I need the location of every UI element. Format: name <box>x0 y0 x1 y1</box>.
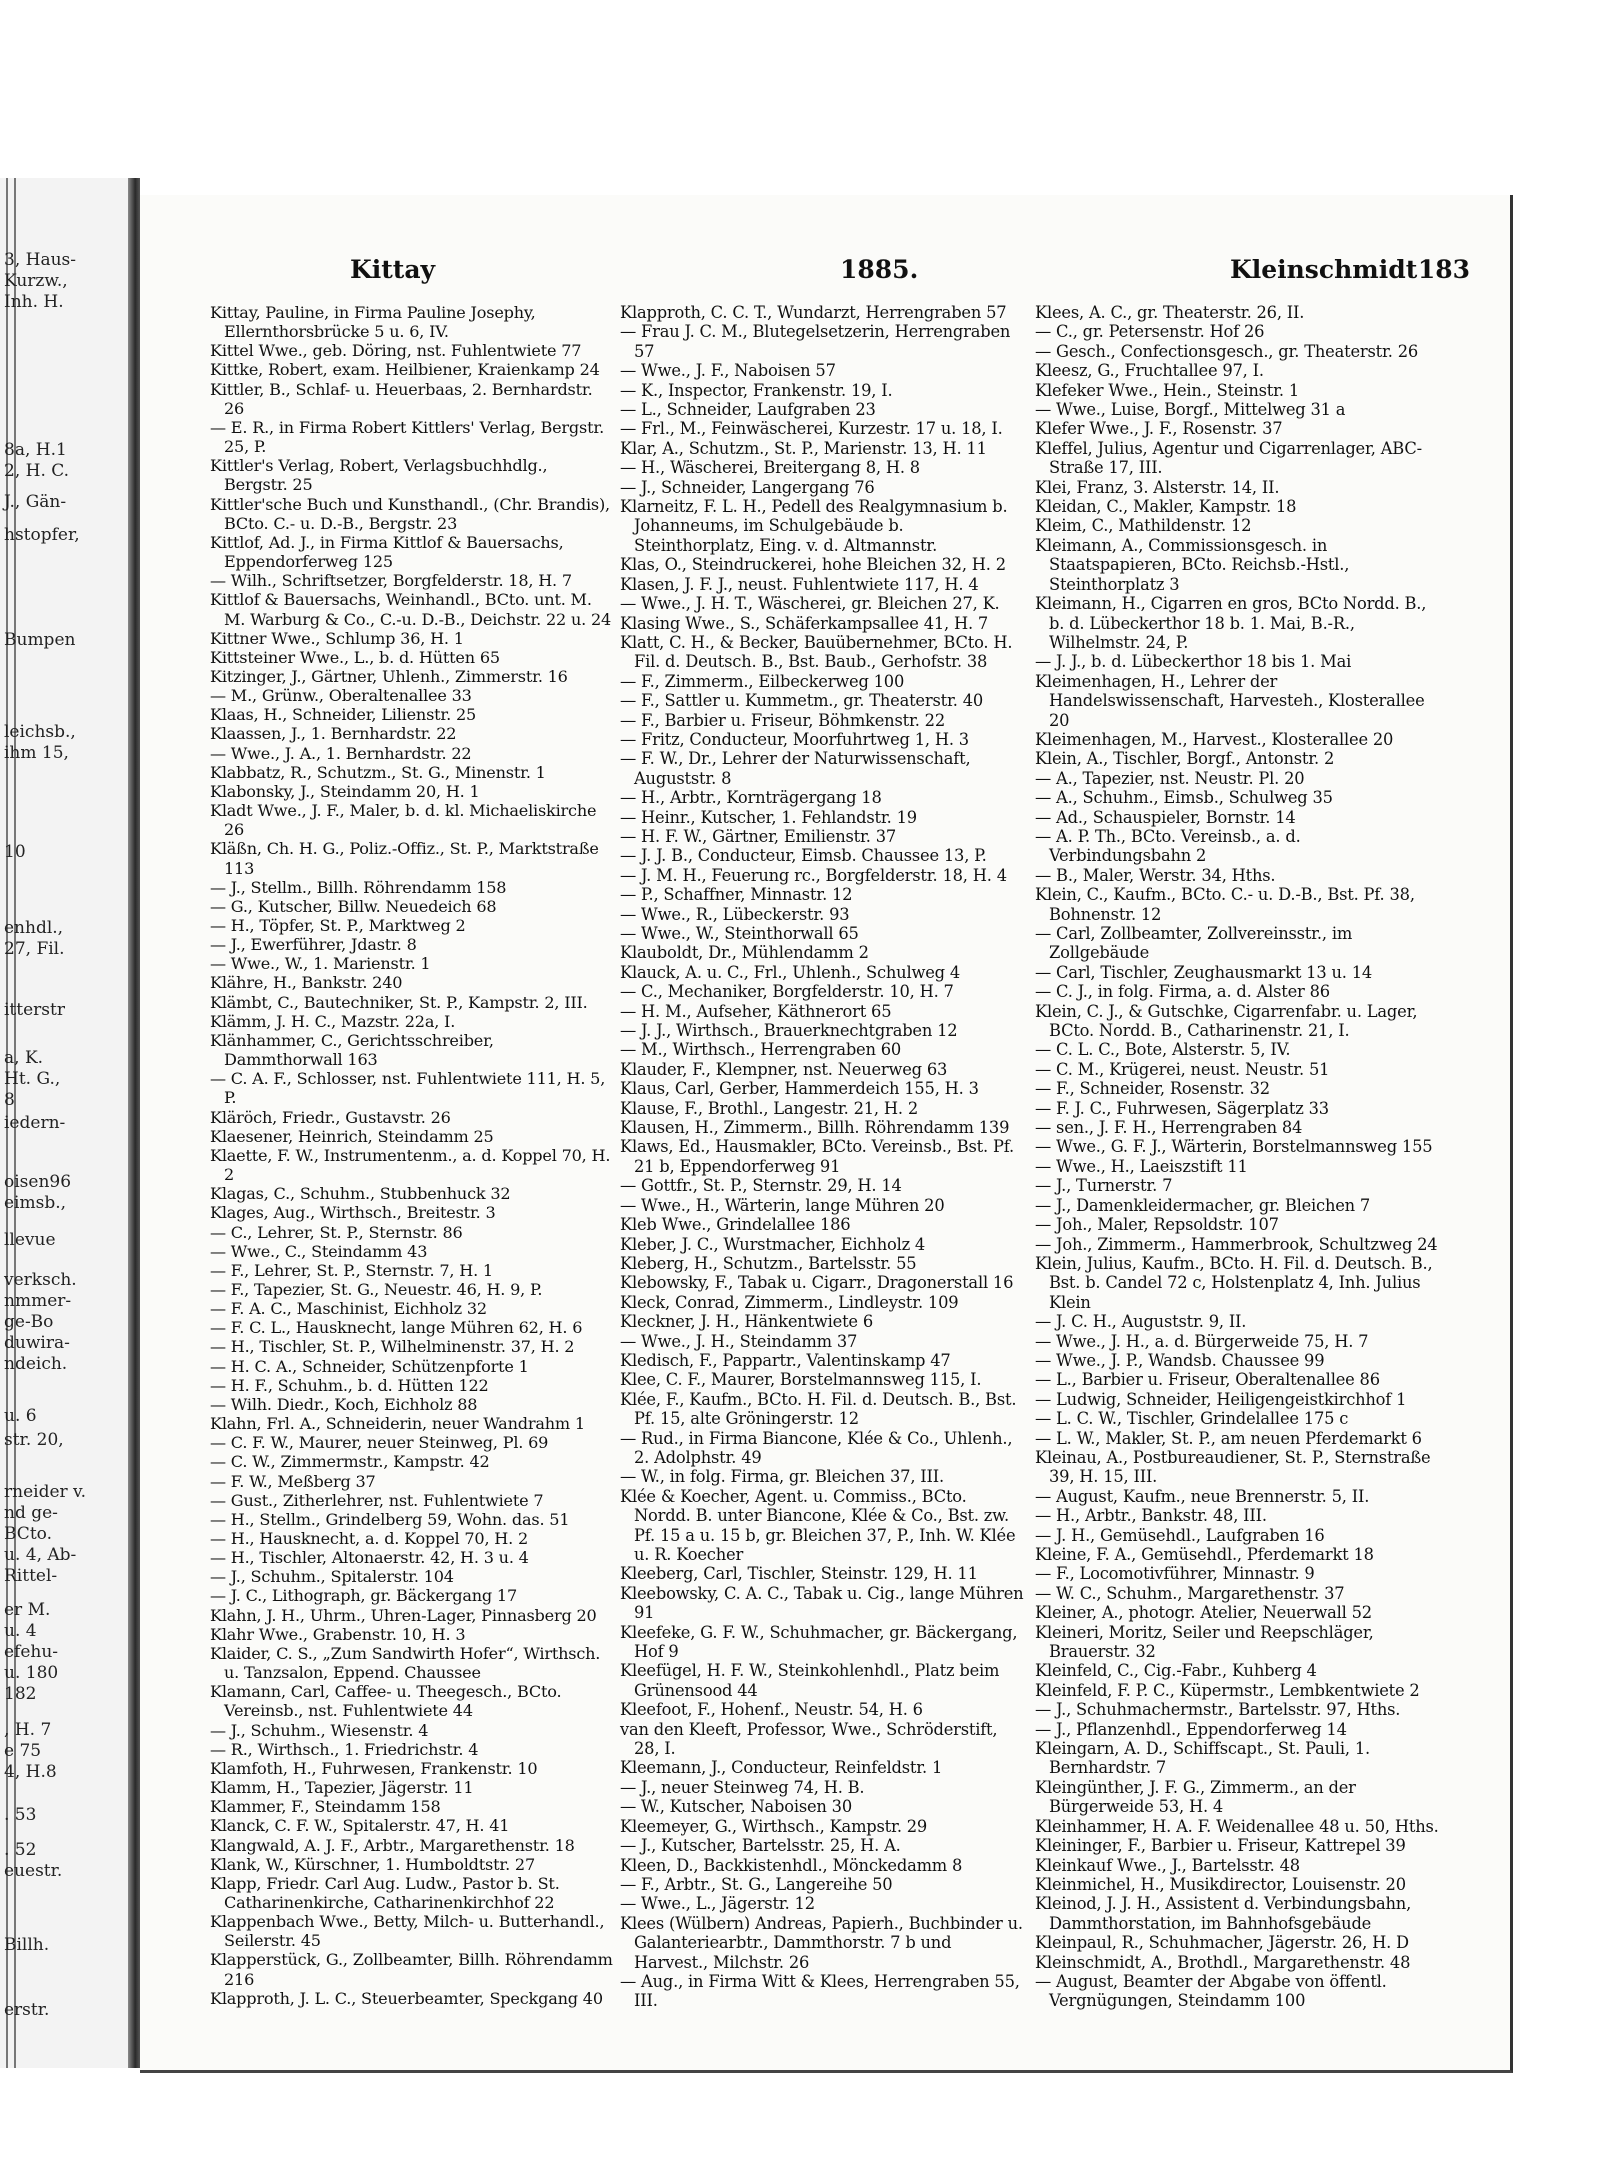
directory-entry: — Wwe., G. F. J., Wärterin, Borstelmannsweg 155 <box>1035 1137 1433 1157</box>
directory-entry: Klein, Julius, Kaufm., BCto. H. Fil. d. Deutsch. B., Bst. b. Candel 72 c, Holstenplatz 4, Inh. Julius Klein <box>1035 1253 1433 1312</box>
directory-entry: Kittel Wwe., geb. Döring, nst. Fuhlentwiete 77 <box>210 341 582 361</box>
directory-entry: — H. F. W., Gärtner, Emilienstr. 37 <box>620 826 897 846</box>
directory-entry: — C. A. F., Schlosser, nst. Fuhlentwiete 111, H. 5, P. <box>210 1069 606 1108</box>
directory-entry: — J., Damenkleidermacher, gr. Bleichen 7 <box>1035 1195 1371 1215</box>
facing-page-line: ge-Bo <box>4 1312 54 1332</box>
directory-entry: Klein, A., Tischler, Borgf., Antonstr. 2 <box>1035 749 1335 769</box>
directory-entry: — J., Schuhm., Wiesenstr. 4 <box>210 1720 429 1740</box>
facing-page-line: . 53 <box>4 1805 37 1825</box>
directory-entry: — Ad., Schauspieler, Bornstr. 14 <box>1035 807 1296 827</box>
directory-entry: — A. P. Th., BCto. Vereinsb., a. d. Verbindungsbahn 2 <box>1035 826 1301 866</box>
directory-entry: — F., Lehrer, St. P., Sternstr. 7, H. 1 <box>210 1260 493 1280</box>
facing-page-line: u. 6 <box>4 1406 37 1426</box>
directory-entry: Klanck, C. F. W., Spitalerstr. 47, H. 41 <box>210 1816 510 1836</box>
directory-entry: — Wwe., W., Steinthorwall 65 <box>620 924 859 943</box>
directory-entry: — Wwe., H., Laeiszstift 11 <box>1035 1156 1248 1176</box>
directory-entry: Klees, A. C., gr. Theaterstr. 26, II. <box>1035 303 1305 322</box>
directory-entry: — W., Kutscher, Naboisen 30 <box>620 1797 852 1817</box>
directory-entry: — Wwe., C., Steindamm 43 <box>210 1241 428 1261</box>
directory-entry: Kleinod, J. J. H., Assistent d. Verbindungsbahn, Dammthorstation, im Bahnhofsgebäude <box>1035 1894 1412 1933</box>
directory-entry: — F., Sattler u. Kummetm., gr. Theaterstr. 40 <box>620 691 984 711</box>
directory-entry: Klée & Koecher, Agent. u. Commiss., BCto. Nordd. B. unter Biancone, Klée & Co., Bst. zw. Pf. 15 a u. 15 b, gr. Bleichen 37, P., Inh. W. Klée u. R. Koecher <box>620 1486 1016 1564</box>
directory-entry: — H., Wäscherei, Breitergang 8, H. 8 <box>620 458 920 478</box>
facing-page-line: a, K. <box>4 1048 44 1068</box>
directory-entry: — A., Schuhm., Eimsb., Schulweg 35 <box>1035 788 1333 808</box>
directory-entry: — J., Schuhm., Spitalerstr. 104 <box>210 1567 454 1587</box>
directory-entry: Klapperstück, G., Zollbeamter, Billh. Röhrendamm 216 <box>210 1950 613 1989</box>
directory-entry: — H., Arbtr., Bankstr. 48, III. <box>1035 1506 1267 1526</box>
directory-entry: — J. H., Gemüsehdl., Laufgraben 16 <box>1035 1525 1325 1545</box>
directory-entry: Kleinfeld, F. P. C., Küpermstr., Lembkentwiete 2 <box>1035 1680 1420 1700</box>
facing-page-line: eimsb., <box>4 1193 67 1213</box>
facing-page-line: hstopfer, <box>4 525 80 545</box>
facing-page-line: duwira- <box>4 1333 70 1353</box>
directory-entry: — Wwe., J. H. T., Wäscherei, gr. Bleichen 27, K. <box>620 594 1000 614</box>
directory-entry: Kleimann, A., Commissionsgesch. in Staatspapieren, BCto. Reichsb.-Hstl., Steinthorplatz 3 <box>1035 535 1350 594</box>
directory-entry: Klein, C., Kaufm., BCto. C.- u. D.-B., Bst. Pf. 38, Bohnenstr. 12 <box>1035 885 1415 924</box>
directory-entry: Klages, Aug., Wirthsch., Breitestr. 3 <box>210 1203 496 1223</box>
facing-page-line: BCto. <box>4 1524 52 1544</box>
directory-entry: Kleemann, J., Conducteur, Reinfeldstr. 1 <box>620 1758 943 1778</box>
directory-entry: Klähre, H., Bankstr. 240 <box>210 973 403 993</box>
directory-entry: — F., Barbier u. Friseur, Böhmkenstr. 22 <box>620 710 945 730</box>
facing-page-line: 8a, H.1 <box>4 440 67 460</box>
directory-entry: Kleberg, H., Schutzm., Bartelsstr. 55 <box>620 1253 917 1273</box>
directory-entry: — C. J., in folg. Firma, a. d. Alster 86 <box>1035 982 1330 1002</box>
facing-page-line: u. 4 <box>4 1621 37 1641</box>
directory-entry: van den Kleeft, Professor, Wwe., Schröderstift, 28, I. <box>620 1719 998 1759</box>
directory-entry: — H., Töpfer, St. P., Marktweg 2 <box>210 916 466 935</box>
directory-entry: Kläröch, Friedr., Gustavstr. 26 <box>210 1107 451 1127</box>
directory-entry: — Wwe., R., Lübeckerstr. 93 <box>620 904 850 924</box>
header-year: 1885. <box>840 255 919 284</box>
directory-entry: Kittner Wwe., Schlump 36, H. 1 <box>210 628 464 648</box>
directory-entry: Klabonsky, J., Steindamm 20, H. 1 <box>210 781 480 801</box>
directory-column-1 <box>210 303 615 2008</box>
directory-entry: — Rud., in Firma Biancone, Klée & Co., Uhlenh., 2. Adolphstr. 49 <box>620 1428 1013 1467</box>
directory-entry: — L., Barbier u. Friseur, Oberaltenallee 86 <box>1035 1370 1380 1390</box>
directory-entry: — J., neuer Steinweg 74, H. B. <box>620 1777 865 1797</box>
directory-entry: Klaws, Ed., Hausmakler, BCto. Vereinsb., Bst. Pf. 21 b, Eppendorferweg 91 <box>620 1137 1014 1176</box>
directory-entry: Klaider, C. S., „Zum Sandwirth Hofer“, Wirthsch. u. Tanzsalon, Eppend. Chaussee <box>210 1643 601 1683</box>
directory-entry: — J., Pflanzenhdl., Eppendorferweg 14 <box>1035 1719 1347 1739</box>
directory-entry: — F. C. L., Hausknecht, lange Mühren 62, H. 6 <box>210 1318 583 1338</box>
directory-entry: Kleinschmidt, A., Brothdl., Margarethenstr. 48 <box>1035 1952 1411 1972</box>
directory-entry: — W. C., Schuhm., Margarethenstr. 37 <box>1035 1583 1345 1603</box>
directory-entry: — J., Turnerstr. 7 <box>1035 1176 1173 1196</box>
directory-entry: — C., Lehrer, St. P., Sternstr. 86 <box>210 1222 463 1242</box>
directory-entry: Klar, A., Schutzm., St. P., Marienstr. 13, H. 11 <box>620 438 987 458</box>
directory-entry: — J., Stellm., Billh. Röhrendamm 158 <box>210 877 507 897</box>
facing-page-line: efehu- <box>4 1642 59 1662</box>
directory-entry: — H., Tischler, St. P., Wilhelminenstr. 37, H. 2 <box>210 1337 575 1357</box>
directory-entry: Kleber, J. C., Wurstmacher, Eichholz 4 <box>620 1234 926 1254</box>
directory-entry: — Joh., Zimmerm., Hammerbrook, Schultzweg 24 <box>1035 1234 1438 1254</box>
facing-page-line: nd ge- <box>4 1503 58 1523</box>
directory-entry: — J. C. H., Auguststr. 9, II. <box>1035 1312 1247 1332</box>
facing-page-line: Ht. G., <box>4 1069 61 1089</box>
directory-entry: — Wwe., J. P., Wandsb. Chaussee 99 <box>1035 1350 1325 1370</box>
directory-entry: — A., Tapezier, nst. Neustr. Pl. 20 <box>1035 768 1305 788</box>
facing-page-line: 2, H. C. <box>4 461 70 481</box>
facing-page-line: 3, Haus- <box>4 250 77 270</box>
directory-entry: — Wwe., J. H., a. d. Bürgerweide 75, H. 7 <box>1035 1331 1369 1351</box>
directory-entry: Klangwald, A. J. F., Arbtr., Margarethenstr. 18 <box>210 1835 575 1855</box>
facing-page-line: Inh. H. <box>4 292 64 312</box>
facing-page-line: Kurzw., <box>4 271 68 291</box>
directory-entry: — K., Inspector, Frankenstr. 19, I. <box>620 380 893 400</box>
directory-entry: Kladt Wwe., J. F., Maler, b. d. kl. Michaeliskirche 26 <box>210 801 597 840</box>
directory-entry: Klausen, H., Zimmerm., Billh. Röhrendamm 139 <box>620 1118 1010 1138</box>
facing-page-line: , H. 7 <box>4 1720 52 1740</box>
directory-entry: — Carl, Tischler, Zeughausmarkt 13 u. 14 <box>1035 962 1373 982</box>
facing-page-line: rneider v. <box>4 1482 87 1502</box>
directory-entry: Kleimenhagen, H., Lehrer der Handelswissenschaft, Harvesteh., Klosterallee 20 <box>1035 671 1425 730</box>
facing-page-line: Billh. <box>4 1935 50 1955</box>
directory-entry: Kleffel, Julius, Agentur und Cigarrenlager, ABC-Straße 17, III. <box>1035 438 1422 478</box>
directory-entry: Klaesener, Heinrich, Steindamm 25 <box>210 1126 494 1146</box>
directory-entry: Kleiner, A., photogr. Atelier, Neuerwall 52 <box>1035 1603 1372 1623</box>
directory-entry: — Wilh., Schriftsetzer, Borgfelderstr. 18, H. 7 <box>210 571 572 591</box>
directory-entry: — F., Zimmerm., Eilbeckerweg 100 <box>620 671 905 691</box>
directory-entry: Kleen, D., Backkistenhdl., Mönckedamm 8 <box>620 1855 963 1875</box>
directory-entry: Kitzinger, J., Gärtner, Uhlenh., Zimmerstr. 16 <box>210 666 568 686</box>
directory-entry: — M., Wirthsch., Herrengraben 60 <box>620 1040 902 1060</box>
directory-entry: Kleinkauf Wwe., J., Bartelsstr. 48 <box>1035 1855 1300 1875</box>
directory-entry: — E. R., in Firma Robert Kittlers' Verlag, Bergstr. 25, P. <box>210 417 604 457</box>
directory-entry: Klagas, C., Schuhm., Stubbenhuck 32 <box>210 1184 511 1204</box>
directory-entry: Kleingünther, J. F. G., Zimmerm., an der Bürgerweide 53, H. 4 <box>1035 1777 1356 1817</box>
directory-entry: Klees (Wülbern) Andreas, Papierh., Buchbinder u. Galanteriearbtr., Dammthorstr. 7 b und Harvest., Milchstr. 26 <box>620 1913 1023 1972</box>
directory-entry: — Frl., M., Feinwäscherei, Kurzestr. 17 u. 18, I. <box>620 419 1003 439</box>
facing-page-line: . 52 <box>4 1840 37 1860</box>
directory-entry: Kleefügel, H. F. W., Steinkohlenhdl., Platz beim Grünensood 44 <box>620 1661 1000 1700</box>
directory-entry: Kleinau, A., Postbureaudiener, St. P., Sternstraße 39, H. 15, III. <box>1035 1447 1431 1487</box>
directory-entry: — J. J. B., Conducteur, Eimsb. Chaussee 13, P. <box>620 846 987 866</box>
directory-entry: — J., Ewerführer, Jdastr. 8 <box>210 935 417 955</box>
directory-entry: — J. J., b. d. Lübeckerthor 18 bis 1. Mai <box>1035 652 1352 672</box>
directory-entry: — Wilh. Diedr., Koch, Eichholz 88 <box>210 1394 478 1414</box>
directory-column-3 <box>1035 303 1440 2011</box>
facing-page-line: Rittel- <box>4 1566 58 1586</box>
facing-page-line: iedern- <box>4 1113 66 1133</box>
directory-entry: — P., Schaffner, Minnastr. 12 <box>620 885 853 905</box>
directory-entry: Kleininger, F., Barbier u. Friseur, Kattrepel 39 <box>1035 1836 1406 1856</box>
directory-entry: — C. F. W., Maurer, neuer Steinweg, Pl. 69 <box>210 1433 549 1453</box>
directory-entry: Klasing Wwe., S., Schäferkampsallee 41, H. 7 <box>620 613 989 633</box>
directory-entry: — Fritz, Conducteur, Moorfuhrtweg 1, H. 3 <box>620 729 969 749</box>
directory-entry: — F. W., Meßberg 37 <box>210 1471 376 1491</box>
facing-page-line: euestr. <box>4 1861 63 1881</box>
directory-entry: Kleinmichel, H., Musikdirector, Louisenstr. 20 <box>1035 1874 1406 1894</box>
directory-entry: Kleesz, G., Fruchtallee 97, I. <box>1035 361 1264 381</box>
directory-entry: — F. W., Dr., Lehrer der Naturwissenschaft, Auguststr. 8 <box>620 749 971 788</box>
facing-page-line: 8 <box>4 1090 15 1110</box>
directory-entry: Kläßn, Ch. H. G., Poliz.-Offiz., St. P., Marktstraße 113 <box>210 839 599 878</box>
directory-entry: — Gust., Zitherlehrer, nst. Fuhlentwiete 7 <box>210 1490 544 1510</box>
directory-entry: Klatt, C. H., & Becker, Bauübernehmer, BCto. H. Fil. d. Deutsch. B., Bst. Baub., Gerhofstr. 38 <box>620 632 1013 672</box>
directory-entry: Klamann, Carl, Caffee- u. Theegesch., BCto. Vereinsb., nst. Fuhlentwiete 44 <box>210 1682 562 1721</box>
directory-entry: Klapproth, C. C. T., Wundarzt, Herrengraben 57 <box>620 303 1007 322</box>
directory-entry: — J. M. H., Feuerung rc., Borgfelderstr. 18, H. 4 <box>620 865 1007 885</box>
directory-entry: — Joh., Maler, Repsoldstr. 107 <box>1035 1215 1279 1235</box>
directory-page <box>140 195 1513 2073</box>
directory-entry: Klahr Wwe., Grabenstr. 10, H. 3 <box>210 1624 466 1644</box>
facing-page-line: 4, H.8 <box>4 1762 57 1782</box>
directory-entry: — H., Arbtr., Kornträgergang 18 <box>620 788 882 808</box>
directory-entry: Kleinfeld, C., Cig.-Fabr., Kuhberg 4 <box>1035 1661 1317 1681</box>
directory-entry: Klauboldt, Dr., Mühlendamm 2 <box>620 943 869 963</box>
directory-entry: — J., Kutscher, Bartelsstr. 25, H. A. <box>620 1836 901 1856</box>
facing-page-line: verksch. <box>4 1270 77 1290</box>
directory-entry: — Gesch., Confectionsgesch., gr. Theaterstr. 26 <box>1035 341 1419 361</box>
facing-page-fragment <box>0 178 128 2068</box>
directory-entry: — J., Schuhmachermstr., Bartelsstr. 97, Hths. <box>1035 1700 1401 1720</box>
directory-entry: Klaus, Carl, Gerber, Hammerdeich 155, H. 3 <box>620 1079 979 1099</box>
directory-entry: — L., Schneider, Laufgraben 23 <box>620 400 876 420</box>
directory-entry: — R., Wirthsch., 1. Friedrichstr. 4 <box>210 1739 479 1759</box>
directory-entry: — F., Arbtr., St. G., Langereihe 50 <box>620 1874 893 1894</box>
directory-entry: — H. M., Aufseher, Käthnerort 65 <box>620 1001 892 1021</box>
directory-entry: — C., gr. Petersenstr. Hof 26 <box>1035 322 1265 342</box>
directory-entry: — August, Kaufm., neue Brennerstr. 5, II. <box>1035 1486 1370 1506</box>
directory-entry: Klapp, Friedr. Carl Aug. Ludw., Pastor b. St. Catharinenkirche, Catharinenkirchhof 22 <box>210 1873 560 1912</box>
directory-entry: Kleeberg, Carl, Tischler, Steinstr. 129, H. 11 <box>620 1564 978 1584</box>
directory-entry: — Wwe., H., Wärterin, lange Mühren 20 <box>620 1195 945 1215</box>
directory-entry: Klämm, J. H. C., Mazstr. 22a, I. <box>210 1011 456 1031</box>
directory-entry: — Ludwig, Schneider, Heiligengeistkirchhof 1 <box>1035 1389 1407 1409</box>
facing-page-line: 182 <box>4 1684 37 1704</box>
directory-entry: — B., Maler, Werstr. 34, Hths. <box>1035 865 1276 885</box>
facing-page-line: 27, Fil. <box>4 939 65 959</box>
facing-page-line: J., Gän- <box>4 492 67 512</box>
directory-entry: Klahn, J. H., Uhrm., Uhren-Lager, Pinnasberg 20 <box>210 1605 597 1625</box>
directory-entry: Kittay, Pauline, in Firma Pauline Josephy, Ellernthorsbrücke 5 u. 6, IV. <box>210 303 536 342</box>
directory-entry: Klabbatz, R., Schutzm., St. G., Minenstr. 1 <box>210 762 546 782</box>
facing-page-line: u. 180 <box>4 1663 59 1683</box>
directory-entry: Kleebowsky, C. A. C., Tabak u. Cig., lange Mühren 91 <box>620 1583 1024 1623</box>
directory-entry: Klee, C. F., Maurer, Borstelmannsweg 115, I. <box>620 1370 982 1390</box>
directory-entry: Klei, Franz, 3. Alsterstr. 14, II. <box>1035 477 1280 497</box>
directory-entry: — F., Schneider, Rosenstr. 32 <box>1035 1079 1270 1099</box>
directory-entry: — H., Stellm., Grindelberg 59, Wohn. das. 51 <box>210 1509 570 1529</box>
directory-entry: — August, Beamter der Abgabe von öffentl. Vergnügungen, Steindamm 100 <box>1035 1971 1387 2011</box>
facing-page-line: str. 20, <box>4 1430 64 1450</box>
directory-entry: — Wwe., J. A., 1. Bernhardstr. 22 <box>210 743 472 763</box>
directory-entry: — Wwe., J. H., Steindamm 37 <box>620 1331 858 1351</box>
directory-entry: Kleinpaul, R., Schuhmacher, Jägerstr. 26, H. D <box>1035 1933 1409 1953</box>
facing-page-line: enhdl., <box>4 918 64 938</box>
directory-entry: — C. M., Krügerei, neust. Neustr. 51 <box>1035 1059 1330 1079</box>
facing-page-line: llevue <box>4 1230 56 1250</box>
directory-entry: Klaas, H., Schneider, Lilienstr. 25 <box>210 705 477 725</box>
directory-entry: Klank, W., Kürschner, 1. Humboldtstr. 27 <box>210 1854 535 1874</box>
directory-entry: Klée, F., Kaufm., BCto. H. Fil. d. Deutsch. B., Bst. Pf. 15, alte Gröningerstr. 12 <box>620 1389 1017 1429</box>
directory-entry: Kleckner, J. H., Hänkentwiete 6 <box>620 1312 874 1332</box>
directory-entry: Klänhammer, C., Gerichtsschreiber, Dammthorwall 163 <box>210 1030 494 1070</box>
directory-entry: Kleemeyer, G., Wirthsch., Kampstr. 29 <box>620 1816 928 1836</box>
facing-page-line: e 75 <box>4 1741 42 1761</box>
directory-entry: — Carl, Zollbeamter, Zollvereinsstr., im Zollgebäude <box>1035 924 1353 963</box>
facing-page-line: u. 4, Ab- <box>4 1545 77 1565</box>
directory-entry: Kledisch, F., Pappartr., Valentinskamp 47 <box>620 1350 951 1370</box>
directory-entry: Klause, F., Brothl., Langestr. 21, H. 2 <box>620 1098 918 1118</box>
directory-entry: Klasen, J. F. J., neust. Fuhlentwiete 117, H. 4 <box>620 574 979 594</box>
directory-entry: Klauder, F., Klempner, nst. Neuerweg 63 <box>620 1059 948 1079</box>
directory-entry: Klefer Wwe., J. F., Rosenstr. 37 <box>1035 419 1283 439</box>
directory-entry: — L. C. W., Tischler, Grindelallee 175 c <box>1035 1409 1349 1429</box>
directory-entry: — W., in folg. Firma, gr. Bleichen 37, III. <box>620 1467 944 1487</box>
directory-entry: — Heinr., Kutscher, 1. Fehlandstr. 19 <box>620 807 917 827</box>
facing-page-line: itterstr <box>4 1000 65 1020</box>
directory-entry: — Wwe., W., 1. Marienstr. 1 <box>210 954 431 974</box>
directory-entry: Kittlof & Bauersachs, Weinhandl., BCto. unt. M. M. Warburg & Co., C.-u. D.-B., Deichstr. 22 u. 24 <box>210 590 612 629</box>
directory-entry: Kleefeke, G. F. W., Schuhmacher, gr. Bäckergang, Hof 9 <box>620 1622 1018 1662</box>
directory-entry: — J. C., Lithograph, gr. Bäckergang 17 <box>210 1586 517 1606</box>
directory-entry: Kleimenhagen, M., Harvest., Klosterallee 20 <box>1035 729 1394 749</box>
directory-entry: — Frau J. C. M., Blutegelsetzerin, Herrengraben 57 <box>620 322 1011 361</box>
facing-page-line: leichsb., <box>4 722 76 742</box>
directory-entry: — Wwe., L., Jägerstr. 12 <box>620 1894 815 1914</box>
directory-entry: Kittler, B., Schlaf- u. Heuerbaas, 2. Bernhardstr. 26 <box>210 379 593 418</box>
directory-entry: Kittlof, Ad. J., in Firma Kittlof & Bauersachs, Eppendorferweg 125 <box>210 532 564 572</box>
book-gutter <box>128 178 140 2068</box>
directory-entry: Kleimann, H., Cigarren en gros, BCto Nordd. B., b. d. Lübeckerthor 18 b. 1. Mai, B.-R., Wilhelmstr. 24, P. <box>1035 594 1427 652</box>
running-header <box>200 255 1470 289</box>
header-left-word: Kittay <box>350 255 436 284</box>
directory-entry: Kleim, C., Mathildenstr. 12 <box>1035 516 1252 536</box>
directory-entry: Kleefoot, F., Hohenf., Neustr. 54, H. 6 <box>620 1700 923 1720</box>
facing-page-line: er M. <box>4 1600 51 1620</box>
directory-entry: Kleck, Conrad, Zimmerm., Lindleystr. 109 <box>620 1292 959 1312</box>
directory-entry: Klappenbach Wwe., Betty, Milch- u. Butterhandl., Seilerstr. 45 <box>210 1912 605 1951</box>
directory-entry: — M., Grünw., Oberaltenallee 33 <box>210 686 472 706</box>
directory-entry: Kleb Wwe., Grindelallee 186 <box>620 1215 851 1235</box>
directory-entry: Klapproth, J. L. C., Steuerbeamter, Speckgang 40 <box>210 1988 603 2008</box>
directory-entry: — Aug., in Firma Witt & Klees, Herrengraben 55, III. <box>620 1971 1020 2011</box>
directory-entry: Klahn, Frl. A., Schneiderin, neuer Wandrahm 1 <box>210 1414 585 1434</box>
directory-entry: — Wwe., J. F., Naboisen 57 <box>620 361 836 381</box>
directory-entry: Klamfoth, H., Fuhrwesen, Frankenstr. 10 <box>210 1758 538 1778</box>
directory-entry: — F. A. C., Maschinist, Eichholz 32 <box>210 1299 487 1319</box>
directory-entry: Klämbt, C., Bautechniker, St. P., Kampstr. 2, III. <box>210 992 588 1012</box>
directory-entry: — L. W., Makler, St. P., am neuen Pferdemarkt 6 <box>1035 1428 1422 1448</box>
directory-column-2 <box>620 303 1025 2011</box>
directory-entry: — C., Mechaniker, Borgfelderstr. 10, H. 7 <box>620 982 954 1002</box>
directory-entry: — C. L. C., Bote, Alsterstr. 5, IV. <box>1035 1040 1291 1060</box>
directory-entry: — H., Hausknecht, a. d. Koppel 70, H. 2 <box>210 1529 529 1548</box>
directory-entry: Klein, C. J., & Gutschke, Cigarrenfabr. u. Lager, BCto. Nordd. B., Catharinenstr. 21, I. <box>1035 1001 1418 1041</box>
directory-entry: Klarneitz, F. L. H., Pedell des Realgymnasium b. Johanneums, im Schulgebäude b. Steinthorplatz, Eing. v. d. Altmannstr. <box>620 497 1008 555</box>
directory-entry: Kleineri, Moritz, Seiler und Reepschläger, Brauerstr. 32 <box>1035 1622 1374 1662</box>
directory-entry: Kleidan, C., Makler, Kampstr. 18 <box>1035 497 1297 517</box>
directory-entry: Kittsteiner Wwe., L., b. d. Hütten 65 <box>210 647 500 667</box>
directory-entry: Kleinhammer, H. A. F. Weidenallee 48 u. 50, Hths. <box>1035 1816 1439 1836</box>
facing-page-line: ihm 15, <box>4 743 69 763</box>
directory-entry: — H., Tischler, Altonaerstr. 42, H. 3 u. 4 <box>210 1548 529 1568</box>
directory-entry: Klaette, F. W., Instrumentenm., a. d. Koppel 70, H. 2 <box>210 1145 611 1185</box>
directory-entry: — G., Kutscher, Billw. Neuedeich 68 <box>210 896 497 916</box>
directory-entry: Klamm, H., Tapezier, Jägerstr. 11 <box>210 1778 474 1798</box>
directory-entry: — Gottfr., St. P., Sternstr. 29, H. 14 <box>620 1176 902 1196</box>
directory-entry: — C. W., Zimmermstr., Kampstr. 42 <box>210 1452 490 1472</box>
directory-entry: Kleine, F. A., Gemüsehdl., Pferdemarkt 18 <box>1035 1545 1374 1564</box>
directory-entry: Klaassen, J., 1. Bernhardstr. 22 <box>210 724 457 744</box>
directory-entry: — J., Schneider, Langergang 76 <box>620 477 875 497</box>
page-number: 183 <box>1417 255 1470 284</box>
directory-entry: Klammer, F., Steindamm 158 <box>210 1797 441 1817</box>
directory-entry: — H. C. A., Schneider, Schützenpforte 1 <box>210 1356 529 1376</box>
directory-entry: Klauck, A. u. C., Frl., Uhlenh., Schulweg 4 <box>620 962 960 982</box>
directory-entry: — sen., J. F. H., Herrengraben 84 <box>1035 1118 1303 1138</box>
facing-page-line: 10 <box>4 842 26 862</box>
directory-entry: Kittler'sche Buch und Kunsthandl., (Chr. Brandis), BCto. C.- u. D.-B., Bergstr. 23 <box>210 494 610 533</box>
directory-entry: Klefeker Wwe., Hein., Steinstr. 1 <box>1035 380 1300 400</box>
directory-entry: Klas, O., Steindruckerei, hohe Bleichen 32, H. 2 <box>620 555 1006 575</box>
facing-page-line: nmmer- <box>4 1291 72 1311</box>
header-right-word: Kleinschmidt <box>1230 255 1418 284</box>
directory-entry: Klebowsky, F., Tabak u. Cigarr., Dragonerstall 16 <box>620 1273 1014 1293</box>
directory-entry: Kittke, Robert, exam. Heilbiener, Kraienkamp 24 <box>210 360 600 380</box>
directory-entry: — F., Locomotivführer, Minnastr. 9 <box>1035 1564 1315 1584</box>
directory-entry: — H. F., Schuhm., b. d. Hütten 122 <box>210 1375 489 1395</box>
facing-page-line: erstr. <box>4 2000 50 2020</box>
directory-entry: Kittler's Verlag, Robert, Verlagsbuchhdlg., Bergstr. 25 <box>210 456 548 495</box>
directory-entry: — J. J., Wirthsch., Brauerknechtgraben 12 <box>620 1021 958 1041</box>
directory-entry: — F., Tapezier, St. G., Neuestr. 46, H. 9, P. <box>210 1279 543 1299</box>
directory-entry: — F. J. C., Fuhrwesen, Sägerplatz 33 <box>1035 1098 1329 1118</box>
facing-page-line: Bumpen <box>4 630 76 650</box>
directory-entry: — Wwe., Luise, Borgf., Mittelweg 31 a <box>1035 400 1346 420</box>
facing-page-line: ndeich. <box>4 1354 68 1374</box>
directory-entry: Kleingarn, A. D., Schiffscapt., St. Pauli, 1. Bernhardstr. 7 <box>1035 1739 1371 1778</box>
facing-page-line: oisen96 <box>4 1172 72 1192</box>
